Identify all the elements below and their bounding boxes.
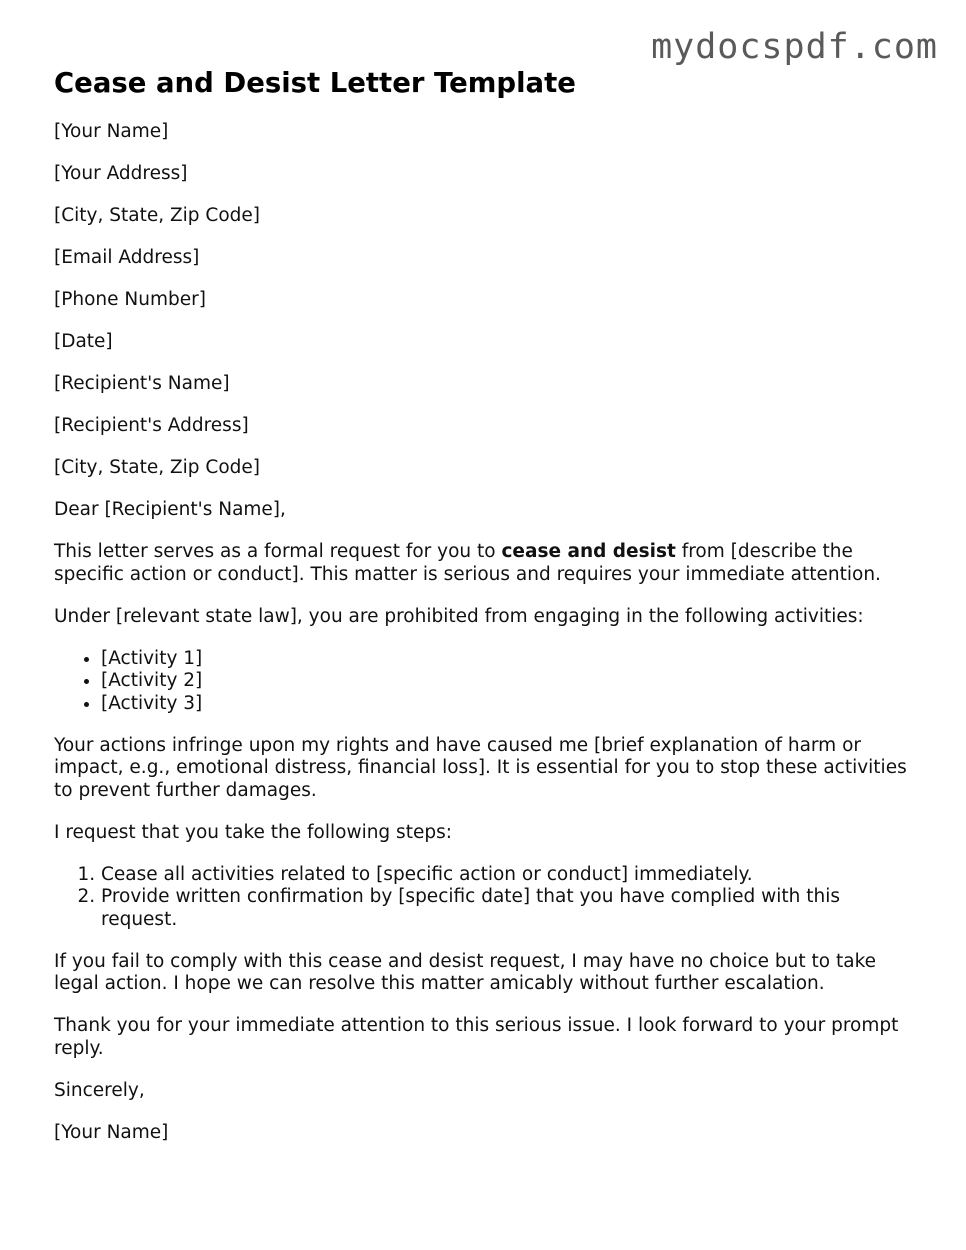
steps-intro: I request that you take the following steps:	[54, 821, 452, 843]
watermark-text: mydocspdf.com	[651, 27, 938, 67]
intro-bold-text: cease and desist	[501, 541, 676, 562]
letter-date: [Date]	[54, 331, 113, 352]
sender-phone: [Phone Number]	[54, 289, 206, 310]
list-item: 1. Cease all activities related to [specific action or conduct] immediately.	[101, 864, 914, 887]
list-item: • [Activity 2]	[101, 670, 914, 693]
intro-paragraph	[54, 541, 914, 586]
sender-name: [Your Name]	[54, 121, 169, 142]
thanks-paragraph: Thank you for your immediate attention to this serious issue. I look forward to your prompt reply.	[54, 1015, 899, 1059]
document-title: Cease and Desist Letter Template	[54, 67, 576, 99]
intro-text-before: This letter serves as a formal request for you to	[54, 541, 502, 562]
list-item: 2. Provide written confirmation by [specific date] that you have complied with this request.	[101, 886, 914, 931]
steps-list	[54, 864, 914, 932]
list-item: • [Activity 1]	[101, 648, 914, 671]
sender-address: [Your Address]	[54, 163, 188, 184]
law-paragraph: Under [relevant state law], you are prohibited from engaging in the following activities:	[54, 605, 864, 627]
recipient-address: [Recipient's Address]	[54, 415, 249, 436]
sender-email: [Email Address]	[54, 247, 200, 268]
closing: Sincerely,	[54, 1079, 145, 1101]
harm-paragraph: Your actions infringe upon my rights and have caused me [brief explanation of harm or impact, e.g., emotional distress, financial loss]. It is essential for you to stop these activities to prevent further damages.	[54, 734, 907, 801]
recipient-name: [Recipient's Name]	[54, 373, 230, 394]
signature-name: [Your Name]	[54, 1121, 169, 1143]
consequence-paragraph: If you fail to comply with this cease and desist request, I may have no choice but to take legal action. I hope we can resolve this matter amicably without further escalation.	[54, 950, 877, 994]
list-item: • [Activity 3]	[101, 693, 914, 716]
salutation: Dear [Recipient's Name],	[54, 499, 286, 520]
sender-city-state-zip: [City, State, Zip Code]	[54, 205, 260, 226]
activities-list	[54, 648, 914, 716]
letter-document	[54, 66, 914, 1164]
intro-text-after: from [describe the specific action or conduct]. This matter is serious and requires your immediate attention.	[54, 541, 881, 585]
recipient-city-state-zip: [City, State, Zip Code]	[54, 457, 260, 478]
